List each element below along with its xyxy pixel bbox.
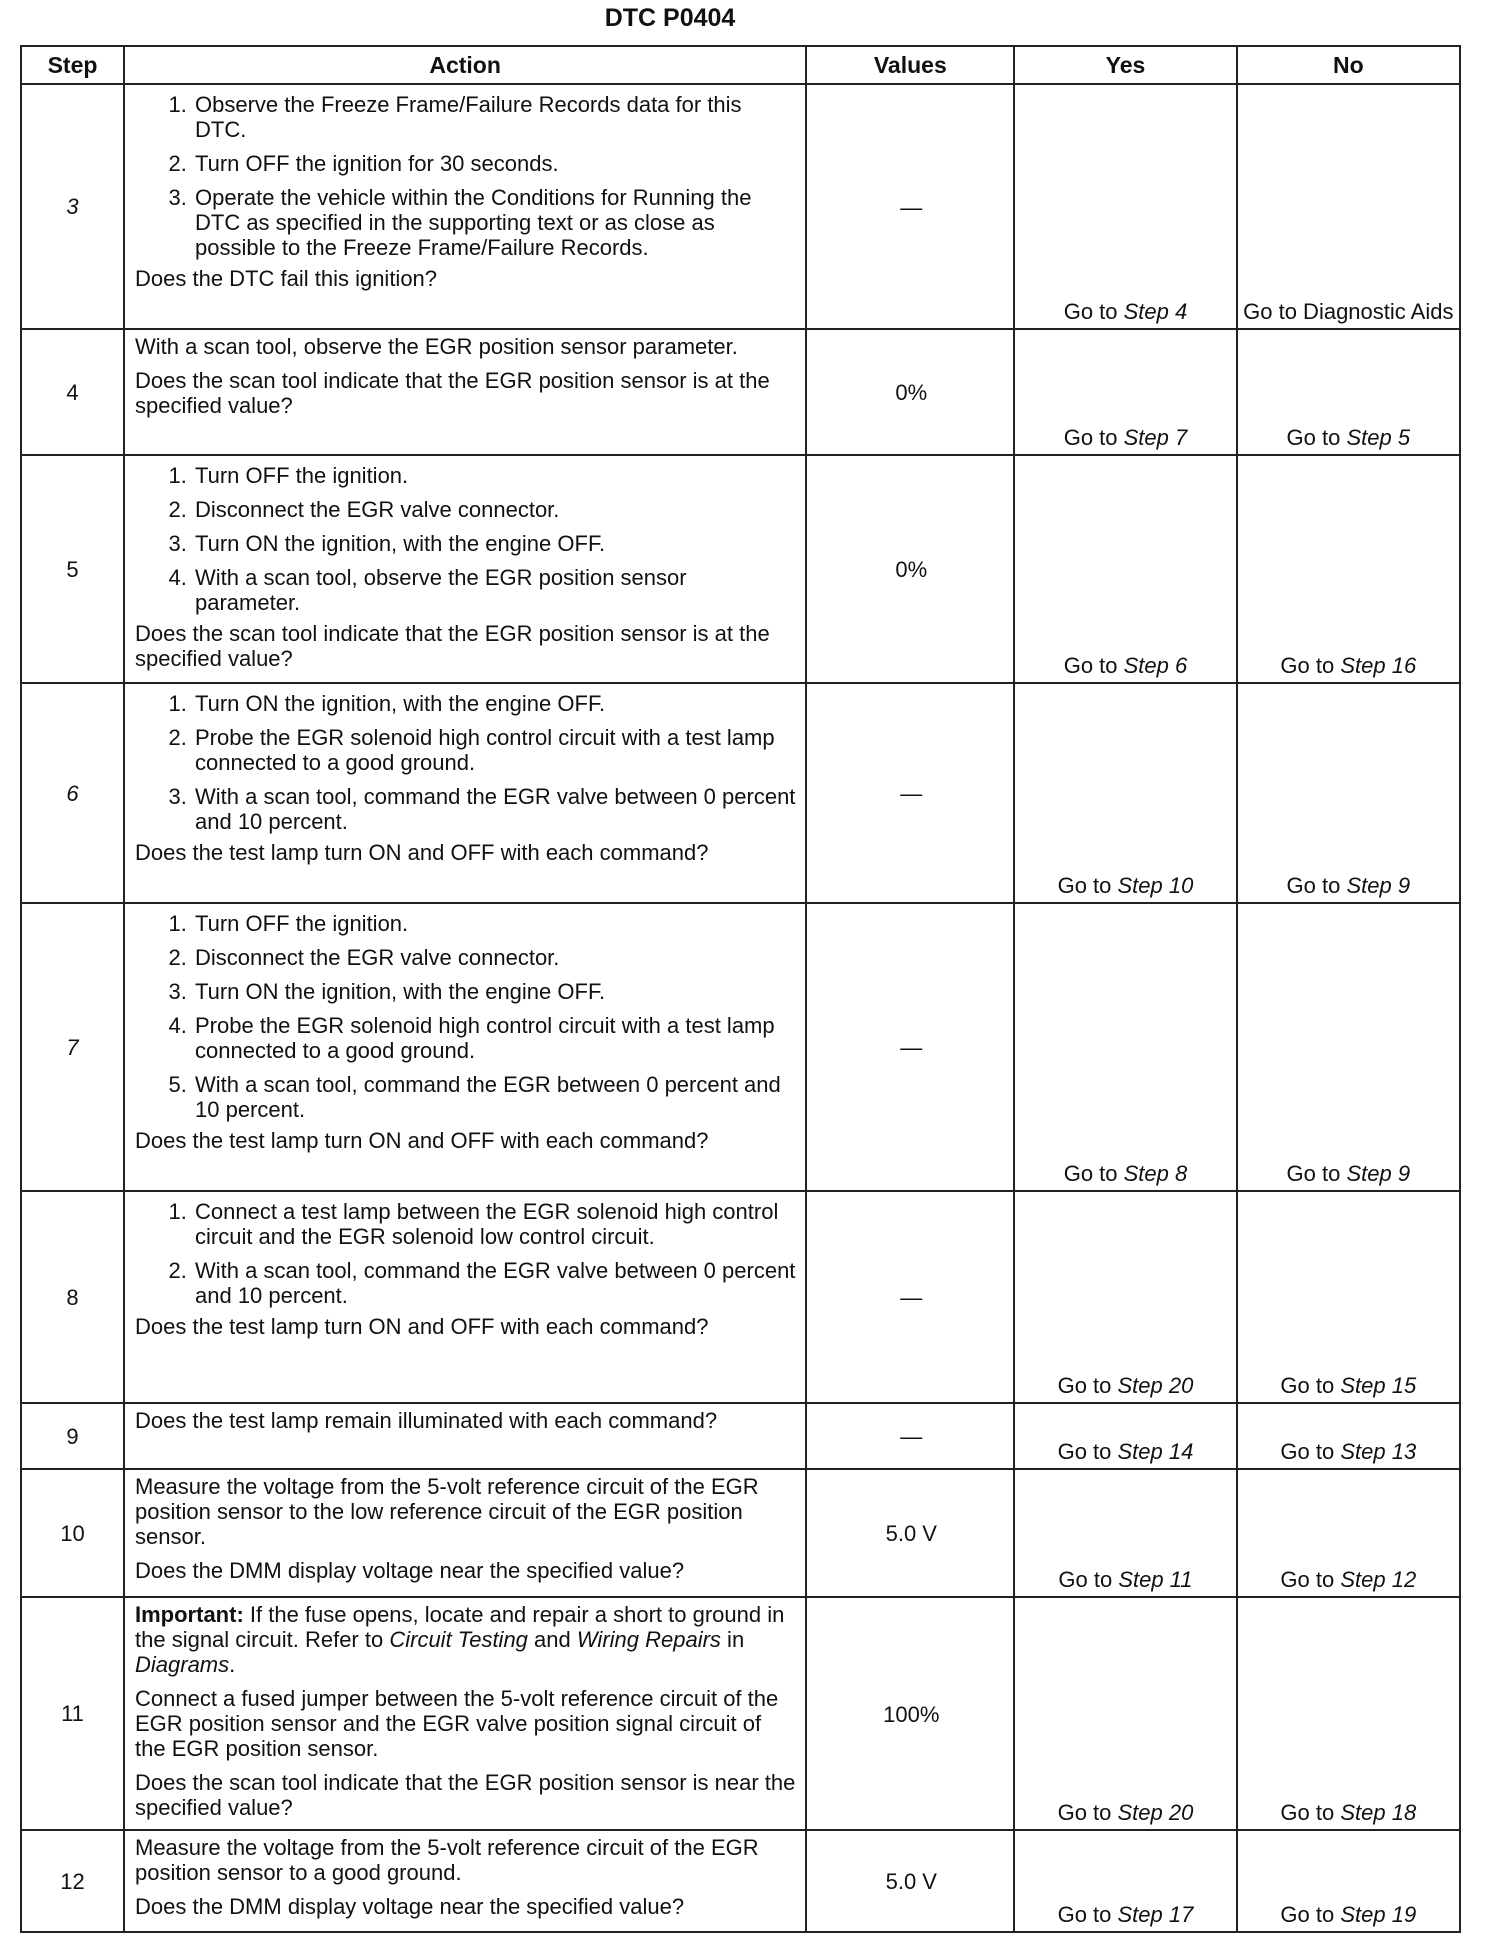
action-question: Does the DMM display voltage near the specified value? xyxy=(135,1558,685,1583)
no-step-link[interactable]: Step 18 xyxy=(1340,1800,1417,1825)
no-step-link[interactable]: Step 16 xyxy=(1340,653,1417,678)
no-cell xyxy=(1237,1403,1460,1469)
action-intro: Measure the voltage from the 5-volt reference circuit of the EGR position sensor to a good ground. xyxy=(135,1835,759,1885)
action-item: 5. With a scan tool, command the EGR between 0 percent and 10 percent. xyxy=(193,1072,797,1122)
table-row xyxy=(21,903,1460,1191)
no-prefix: Go to xyxy=(1280,1567,1341,1592)
yes-step-link[interactable]: Step 6 xyxy=(1123,653,1188,678)
circuit-testing-reference[interactable]: Circuit Testing xyxy=(389,1627,528,1652)
table-row xyxy=(21,1403,1460,1469)
important-text: in xyxy=(720,1627,745,1652)
action-cell xyxy=(124,455,806,683)
value-cell: 0% xyxy=(806,329,1014,455)
header-step: Step xyxy=(21,46,124,84)
action-item: 1. Turn ON the ignition, with the engine OFF. xyxy=(193,691,797,716)
action-cell xyxy=(124,1597,806,1830)
important-text: and xyxy=(527,1627,577,1652)
action-question: Does the scan tool indicate that the EGR position sensor is at the specified value? xyxy=(135,621,770,671)
wiring-repairs-reference[interactable]: Wiring Repairs xyxy=(576,1627,721,1652)
table-row xyxy=(21,455,1460,683)
no-prefix: Go to xyxy=(1280,653,1341,678)
no-diagnostic-aids-link[interactable]: Go to Diagnostic Aids xyxy=(1243,299,1454,324)
yes-prefix: Go to xyxy=(1057,1902,1118,1927)
action-cell xyxy=(124,1403,806,1469)
action-cell xyxy=(124,84,806,329)
action-item: 4. Probe the EGR solenoid high control circuit with a test lamp connected to a good ground. xyxy=(193,1013,797,1063)
step-number: 5 xyxy=(21,455,124,683)
step-number: 10 xyxy=(21,1469,124,1597)
no-cell xyxy=(1237,455,1460,683)
table-row xyxy=(21,1191,1460,1403)
action-question: Does the test lamp remain illuminated with each command? xyxy=(135,1408,718,1433)
header-no: No xyxy=(1237,46,1460,84)
yes-cell xyxy=(1014,1597,1236,1830)
step-number: 9 xyxy=(21,1403,124,1469)
action-cell xyxy=(124,329,806,455)
value-cell: 5.0 V xyxy=(806,1469,1014,1597)
header-yes: Yes xyxy=(1014,46,1236,84)
action-question: Does the test lamp turn ON and OFF with each command? xyxy=(135,1314,709,1339)
yes-step-link[interactable]: Step 10 xyxy=(1117,873,1194,898)
yes-cell xyxy=(1014,683,1236,903)
diagrams-reference[interactable]: Diagrams xyxy=(135,1652,230,1677)
action-list xyxy=(135,911,797,1122)
value-cell: — xyxy=(806,683,1014,903)
step-number: 4 xyxy=(21,329,124,455)
yes-cell xyxy=(1014,329,1236,455)
step-number: 8 xyxy=(21,1191,124,1403)
important-label: Important: xyxy=(135,1602,244,1627)
action-item: 2. Disconnect the EGR valve connector. xyxy=(193,945,797,970)
action-cell xyxy=(124,1469,806,1597)
action-question: Does the scan tool indicate that the EGR position sensor is at the specified value? xyxy=(135,368,770,418)
action-list xyxy=(135,463,797,615)
yes-step-link[interactable]: Step 20 xyxy=(1117,1800,1194,1825)
action-item: 2. Disconnect the EGR valve connector. xyxy=(193,497,797,522)
no-step-link[interactable]: Step 13 xyxy=(1340,1439,1417,1464)
yes-cell xyxy=(1014,84,1236,329)
step-number: 3 xyxy=(21,84,124,329)
yes-prefix: Go to xyxy=(1063,425,1124,450)
table-row xyxy=(21,683,1460,903)
step-number: 11 xyxy=(21,1597,124,1830)
yes-prefix: Go to xyxy=(1057,1800,1118,1825)
yes-prefix: Go to xyxy=(1058,1567,1119,1592)
yes-cell xyxy=(1014,1830,1236,1932)
no-step-link[interactable]: Step 5 xyxy=(1346,425,1411,450)
action-cell xyxy=(124,1830,806,1932)
no-cell xyxy=(1237,1830,1460,1932)
yes-cell xyxy=(1014,455,1236,683)
action-item: 4. With a scan tool, observe the EGR position sensor parameter. xyxy=(193,565,797,615)
value-cell: 0% xyxy=(806,455,1014,683)
action-item: 1. Turn OFF the ignition. xyxy=(193,911,797,936)
step-number: 12 xyxy=(21,1830,124,1932)
action-question: Does the DMM display voltage near the specified value? xyxy=(135,1894,685,1919)
yes-cell xyxy=(1014,1403,1236,1469)
action-question: Does the DTC fail this ignition? xyxy=(135,266,438,291)
value-cell: — xyxy=(806,1403,1014,1469)
no-prefix: Go to xyxy=(1280,1439,1341,1464)
value-cell: 5.0 V xyxy=(806,1830,1014,1932)
yes-step-link[interactable]: Step 20 xyxy=(1117,1373,1194,1398)
action-item: 1. Connect a test lamp between the EGR solenoid high control circuit and the EGR solenoid low control circuit. xyxy=(193,1199,797,1249)
no-step-link[interactable]: Step 19 xyxy=(1340,1902,1417,1927)
header-action: Action xyxy=(124,46,806,84)
action-cell xyxy=(124,683,806,903)
yes-prefix: Go to xyxy=(1063,1161,1124,1186)
yes-prefix: Go to xyxy=(1063,653,1124,678)
step-number: 7 xyxy=(21,903,124,1191)
action-question: Does the test lamp turn ON and OFF with each command? xyxy=(135,1128,709,1153)
important-text: If the fuse opens, locate and repair a short to ground in the signal circuit. Refer to xyxy=(135,1602,785,1652)
action-item: 2. Turn OFF the ignition for 30 seconds. xyxy=(193,151,797,176)
action-item: 3. Turn ON the ignition, with the engine OFF. xyxy=(193,979,797,1004)
table-row xyxy=(21,84,1460,329)
no-prefix: Go to xyxy=(1280,1902,1341,1927)
yes-cell xyxy=(1014,1191,1236,1403)
action-item: 2. With a scan tool, command the EGR valve between 0 percent and 10 percent. xyxy=(193,1258,797,1308)
no-prefix: Go to xyxy=(1280,1800,1341,1825)
no-cell xyxy=(1237,683,1460,903)
yes-step-link[interactable]: Step 7 xyxy=(1123,425,1188,450)
action-cell xyxy=(124,903,806,1191)
no-cell xyxy=(1237,1191,1460,1403)
step-number: 6 xyxy=(21,683,124,903)
no-prefix: Go to xyxy=(1286,1161,1347,1186)
action-item: 3. Turn ON the ignition, with the engine OFF. xyxy=(193,531,797,556)
page-title: DTC P0404 xyxy=(604,4,736,32)
no-cell xyxy=(1237,1469,1460,1597)
important-text: . xyxy=(229,1652,236,1677)
action-intro: Measure the voltage from the 5-volt reference circuit of the EGR position sensor to the low reference circuit of the EGR position sensor. xyxy=(135,1474,759,1549)
yes-prefix: Go to xyxy=(1057,1373,1118,1398)
value-cell: — xyxy=(806,1191,1014,1403)
action-list xyxy=(135,691,797,834)
no-cell xyxy=(1237,903,1460,1191)
important-note xyxy=(135,1602,797,1677)
action-item: 1. Turn OFF the ignition. xyxy=(193,463,797,488)
table-row xyxy=(21,1830,1460,1932)
yes-step-link[interactable]: Step 14 xyxy=(1117,1439,1194,1464)
action-list xyxy=(135,1199,797,1308)
value-cell: 100% xyxy=(806,1597,1014,1830)
action-question: Does the test lamp turn ON and OFF with each command? xyxy=(135,840,709,865)
action-cell xyxy=(124,1191,806,1403)
yes-step-link[interactable]: Step 11 xyxy=(1118,1567,1193,1592)
value-cell: — xyxy=(806,903,1014,1191)
diagnostic-table xyxy=(20,45,1461,1933)
table-header-row xyxy=(21,46,1460,84)
no-cell xyxy=(1237,84,1460,329)
yes-cell xyxy=(1014,1469,1236,1597)
yes-prefix: Go to xyxy=(1057,873,1118,898)
action-list xyxy=(135,92,797,260)
no-cell xyxy=(1237,1597,1460,1830)
header-values: Values xyxy=(806,46,1014,84)
no-prefix: Go to xyxy=(1286,425,1347,450)
yes-step-link[interactable]: Step 4 xyxy=(1123,299,1188,324)
action-question: Does the scan tool indicate that the EGR position sensor is near the specified value? xyxy=(135,1770,796,1820)
no-step-link[interactable]: Step 9 xyxy=(1346,873,1411,898)
table-row xyxy=(21,1597,1460,1830)
action-item: 3. With a scan tool, command the EGR valve between 0 percent and 10 percent. xyxy=(193,784,797,834)
no-cell xyxy=(1237,329,1460,455)
action-item: 1. Observe the Freeze Frame/Failure Records data for this DTC. xyxy=(193,92,797,142)
no-prefix: Go to xyxy=(1280,1373,1341,1398)
action-intro: Connect a fused jumper between the 5-volt reference circuit of the EGR position sensor and the EGR valve position signal circuit of the EGR position sensor. xyxy=(135,1686,779,1761)
yes-cell xyxy=(1014,903,1236,1191)
action-intro: With a scan tool, observe the EGR position sensor parameter. xyxy=(135,334,738,359)
action-item: 2. Probe the EGR solenoid high control circuit with a test lamp connected to a good ground. xyxy=(193,725,797,775)
table-row xyxy=(21,1469,1460,1597)
value-cell: — xyxy=(806,84,1014,329)
no-step-link[interactable]: Step 12 xyxy=(1340,1567,1417,1592)
no-step-link[interactable]: Step 9 xyxy=(1346,1161,1411,1186)
yes-step-link[interactable]: Step 8 xyxy=(1123,1161,1188,1186)
no-prefix: Go to xyxy=(1286,873,1347,898)
yes-prefix: Go to xyxy=(1057,1439,1118,1464)
yes-step-link[interactable]: Step 17 xyxy=(1117,1902,1194,1927)
action-item: 3. Operate the vehicle within the Conditions for Running the DTC as specified in the supporting text or as close as possible to the Freeze Frame/Failure Records. xyxy=(193,185,797,260)
yes-prefix: Go to xyxy=(1063,299,1124,324)
no-step-link[interactable]: Step 15 xyxy=(1340,1373,1417,1398)
table-row xyxy=(21,329,1460,455)
